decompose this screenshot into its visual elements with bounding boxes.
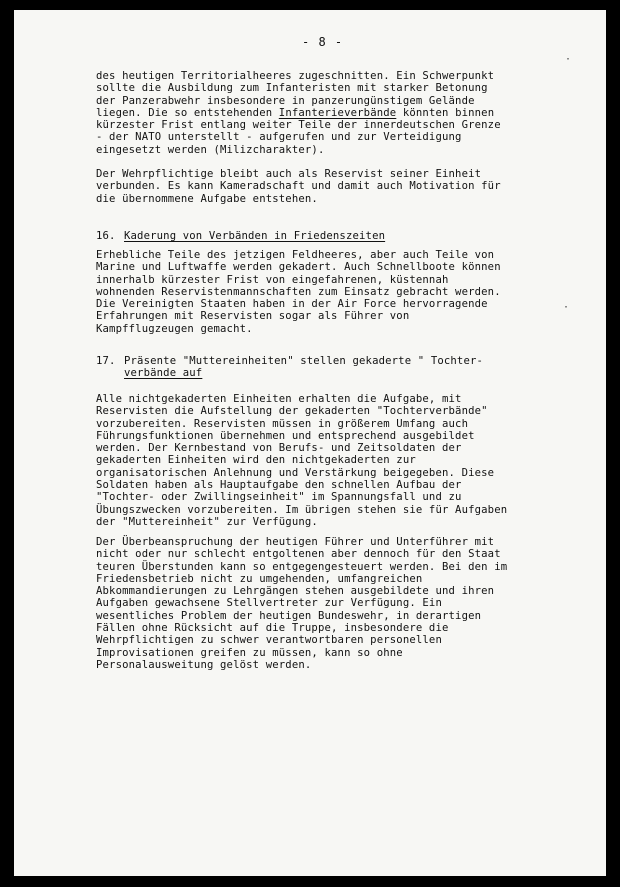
section-17-title-line1: Präsente "Muttereinheiten" stellen gekaderte " Tochter-	[124, 355, 484, 367]
paragraph-kaderung: Erhebliche Teile des jetzigen Feldheeres, aber auch Teile von Marine und Luftwaffe werden gekadert. Auch Schnellboote können innerhalb kürzester Frist von eingefahrenen, küstennah wohnenden Reservistenmannschaften zum Einsatz gebracht werden. Die Vereinigten Staaten haben in der Air Force hervorragende Erfahrungen mit Reservisten sogar als Führer von Kampfflugzeugen gemacht.	[96, 249, 501, 335]
scan-speck: ·	[565, 54, 572, 65]
paragraph-text-rest: könnten binnen kürzester Frist entlang weiter Teile der innerdeutschen Grenze - der NATO unterstellt - aufgerufen und zur Verteidigung eingesetzt werden (Milizcharakter).	[96, 106, 501, 156]
scan-speck: ·	[563, 302, 570, 313]
section-17-number: 17.	[96, 355, 116, 367]
paragraph-ueberbeanspruchung: Der Überbeanspruchung der heutigen Führer und Unterführer mit nicht oder nur schlecht entgoltenen aber dennoch für den Staat teuren Überstunden kann so entgegengesteuert werden. Bei den im Friedensbetrieb nicht zu umgehenden, umfangreichen Abkommandierungen zu Lehrgängen stehen ausgebildete und ihren Aufgaben gewachsene Stellvertreter zur Verfügung. Ein wesentliches Problem der heutigen Bundeswehr, in derartigen Fällen ohne Rücksicht auf die Truppe, insbesondere die Wehrpflichtigen zu schwer verantwortbaren personellen Improvisationen greifen zu müssen, kann so ohne Personalausweitung gelöst werden.	[96, 536, 508, 671]
page-number: - 8 -	[302, 35, 344, 49]
underlined-term: Infanterieverbände	[278, 106, 397, 119]
paragraph-reservist: Der Wehrpflichtige bleibt auch als Reservist seiner Einheit verbunden. Es kann Kameradschaft und damit auch Motivation für die übernommene Aufgabe entstehen.	[96, 168, 501, 205]
document-page	[14, 10, 606, 876]
paragraph-nichtgekaderte: Alle nichtgekaderten Einheiten erhalten die Aufgabe, mit Reservisten die Aufstellung der gekaderten "Tochterverbände" vorzubereiten. Reservisten müssen in größerem Umfang auch Führungsfunktionen übernehmen und entsprechend ausgebildet werden. Der Kernbestand von Berufs- und Zeitsoldaten der gekaderten Einheiten wird den nichtgekaderten zur organisatorischen Anlehnung und Verstärkung beigegeben. Diese Soldaten haben als Hauptaufgabe den schnellen Aufbau der "Tochter- oder Zwillingseinheit" im Spannungsfall und zu Übungszwecken vorzubereiten. Im übrigen stehen sie für Aufgaben der "Muttereinheit" zur Verfügung.	[96, 393, 508, 528]
paragraph-territorialheer	[96, 70, 576, 156]
paragraph-text: des heutigen Territorialheeres zugeschnitten. Ein Schwerpunkt sollte die Ausbildung zum Infanteristen mit starker Betonung der Panzerabwehr insbesondere in panzerungünstigem Gelände liegen. Die so entstehenden	[96, 70, 495, 119]
section-17-title-line2: verbände auf	[124, 367, 203, 379]
section-16-title: Kaderung von Verbänden in Friedenszeiten	[124, 230, 386, 242]
section-16-number: 16.	[96, 230, 116, 242]
